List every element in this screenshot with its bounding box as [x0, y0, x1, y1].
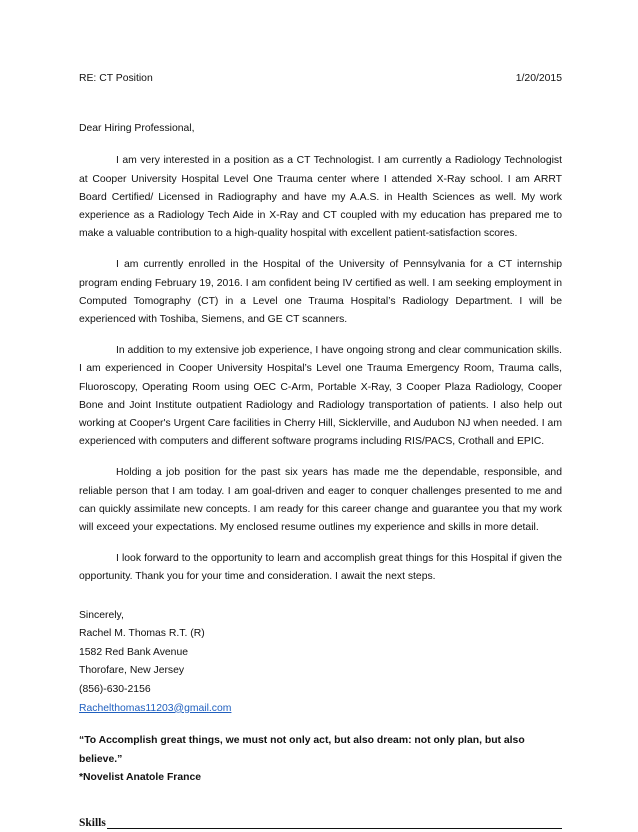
paragraph-qualities: Holding a job position for the past six years has made me the dependable, responsible, and reliable person that I am today. I am goal-driven and eager to conquer challenges presented to me and can quickly assimilate new concepts. I am ready for this career change and guarantee you that my work will exceed your expectations. My enclosed resume outlines my experience and skills in more detail.	[79, 467, 562, 534]
paragraph-enrollment: I am currently enrolled in the Hospital of the University of Pennsylvania for a CT internship program ending February 19, 2016. I am confident being IV certified as well. I am seeking employment in Computed Tomography (CT) in a Level one Trauma Hospital’s Radiology Department. I will be experienced with Toshiba, Siemens, and GE CT scanners.	[79, 259, 562, 326]
letter-date: 1/20/2015	[515, 73, 562, 84]
quote-text: “To Accomplish great things, we must not only act, but also dream: not only plan, but also believe.”	[79, 735, 525, 765]
email-link[interactable]: Rachelthomas11203@gmail.com	[79, 702, 232, 714]
subject-text: RE: CT Position	[79, 73, 153, 84]
phone-number: (856)-630-2156	[79, 684, 151, 696]
city-state: Thorofare, New Jersey	[79, 665, 185, 677]
quote-block	[79, 732, 562, 788]
signature-block	[79, 607, 562, 719]
paragraph-closing: I look forward to the opportunity to learn and accomplish great things for this Hospital if given the opportunity. Thank you for your time and consideration. I await the next steps.	[79, 553, 562, 583]
skills-underline	[107, 828, 562, 829]
street-address: 1582 Red Bank Avenue	[79, 646, 188, 658]
subject-line	[79, 70, 562, 88]
skills-heading	[79, 814, 562, 832]
signoff: Sincerely,	[79, 609, 124, 621]
paragraph-intro: I am very interested in a position as a CT Technologist. I am currently a Radiology Technologist at Cooper University Hospital Level One Trauma center where I attended X-Ray school. I am ARRT Board Certified/ Licensed in Radiography and have my A.A.S. in Health Sciences as well. My work experience as a Radiology Tech Aide in X-Ray and CT coupled with my education has prepared me to make a valuable contribution to a high-quality hospital with excellent patient-satisfaction scores.	[79, 155, 562, 240]
greeting: Dear Hiring Professional,	[79, 123, 195, 135]
quote-attribution: *Novelist Anatole France	[79, 772, 202, 784]
sender-name: Rachel M. Thomas R.T. (R)	[79, 628, 205, 640]
skills-label: Skills	[79, 817, 106, 830]
cover-letter	[79, 70, 562, 832]
paragraph-experience: In addition to my extensive job experience, I have ongoing strong and clear communication skills. I am experienced in Cooper University Hospital’s Level one Trauma Emergency Room, Trauma calls, Fluoroscopy, Operating Room using OEC C-Arm, Portable X-Ray, 3 Cooper Plaza Radiology, Cooper Bone and Joint Institute outpatient Radiology and Radiology transportation of patients. I also help out working at Cooper's Urgent Care facilities in Cherry Hill, Sicklerville, and Audubon NJ when needed. I am experienced with computers and different software programs including RIS/PACS, Crothall and EPIC.	[79, 345, 562, 448]
